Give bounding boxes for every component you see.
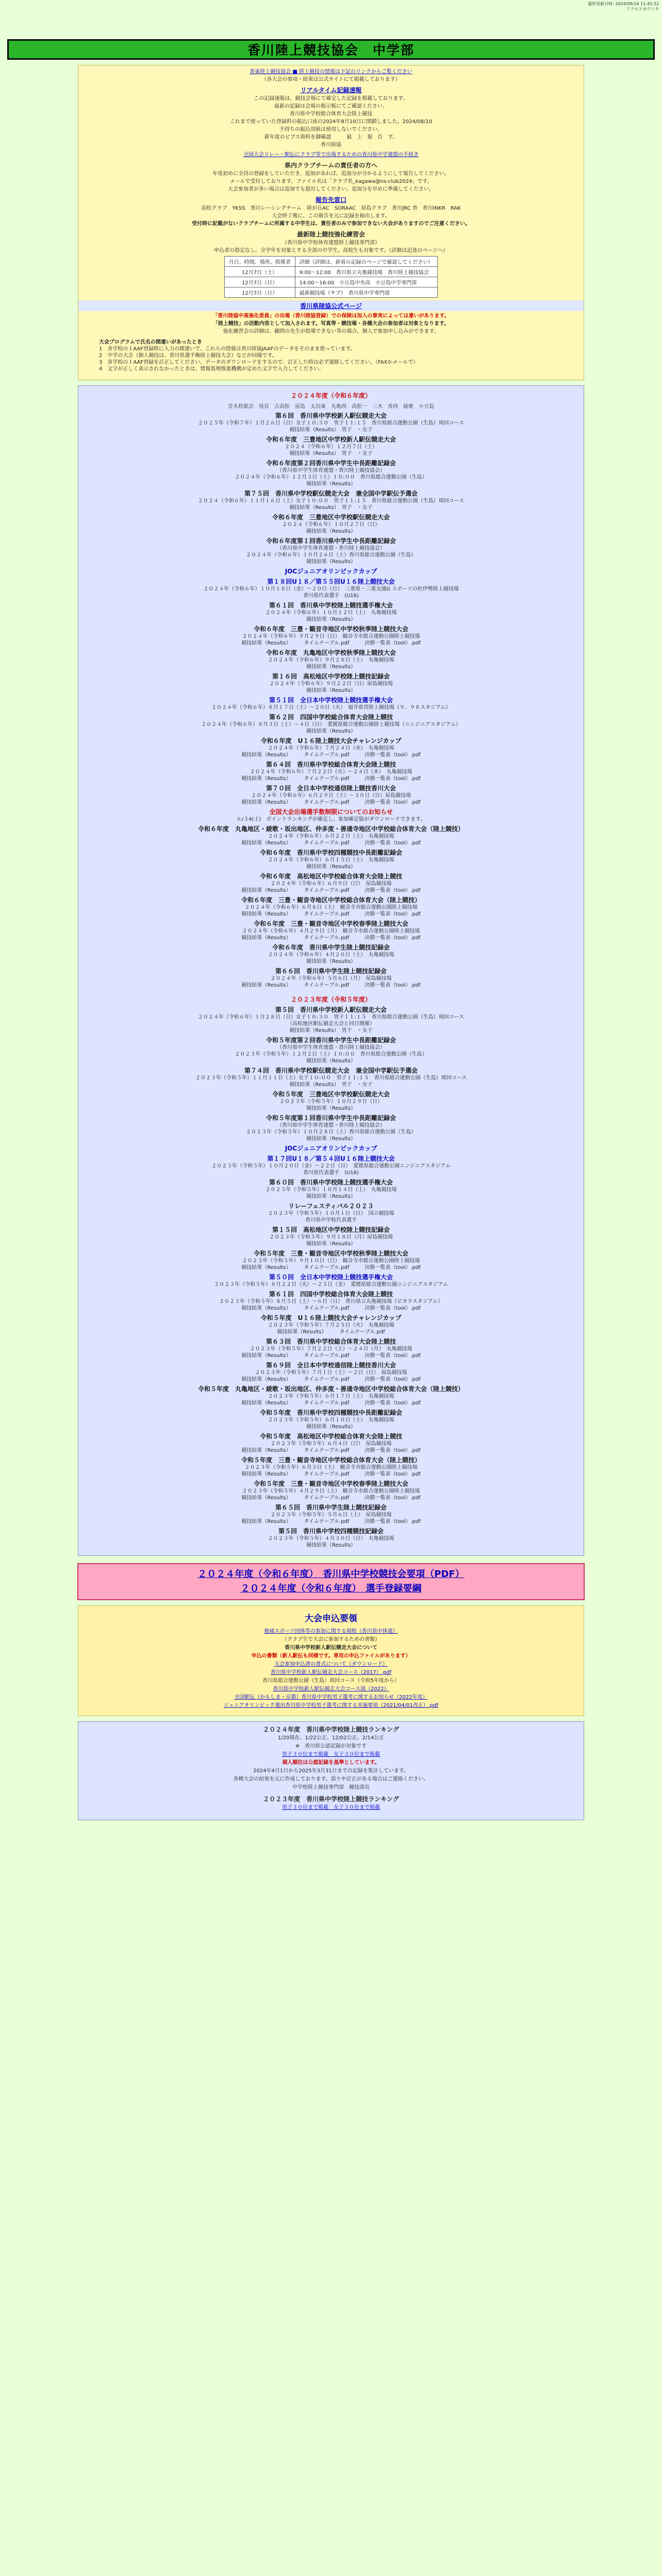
event-item [78,1274,584,1288]
event-detail: ２０２３年（令和５年）７月２５日（火） 丸亀競技場 [268,1323,394,1328]
event-title: 第６回 香川県中学校新人駅伝競走大会 [275,412,387,419]
event-title[interactable]: JOCジュニアオリンピックカップ [285,568,377,575]
event-title: 第６６回 香川県中学生陸上競技記録会 [275,968,387,975]
ranking-link[interactable]: 男子３０位まで掲載 女子３０位まで掲載 [282,1752,380,1757]
school-list: 青木枚総会 役員 古高松 屋島 太田東 丸亀西 高松一 三木 香西 綾歌 小豆島 [228,404,434,410]
events-2023 [78,1006,584,1549]
event-title: リレーフェスティバル２０２３ [288,1202,374,1210]
event-item [78,1037,584,1064]
entry-link[interactable]: 香川県中学校新人駅伝競走大会コース図（2022） [273,1686,389,1692]
event-detail: 競技結果（Results） タイムテーブル.pdf 決勝一覧表（tool）.pdf [241,1519,421,1524]
event-detail: ６/３4(土) ポイントランキングが確定し、参加確定版がダウンロードできます。 [236,817,426,822]
event-detail: 競技結果（Results） [306,529,356,534]
entry-link[interactable]: 地域スポーツ団体等の参加に関する規程（香川県中体連） [264,1629,398,1634]
page-title-text: 香川陸上競技協会 中学部 [247,43,415,58]
event-item [78,460,584,487]
clubs-title: 県内クラブチームの責任者の方へ [284,162,377,169]
event-title: 令和６年度 三豊・観音寺地区中学校総合体育大会（陸上競技） [241,896,421,904]
pdf-link-rules[interactable]: ２０２４年度（令和６年度） 香川県中学校競技会要項（PDF） [197,1569,465,1580]
realtime-link[interactable]: リアルタイム記録速報 [300,87,362,94]
event-detail: 競技結果（Results） タイムテーブル.pdf 決勝一覧表（tool）.pdf [241,1495,421,1501]
event-detail: ２０２３年（令和５年）４月３０日（日） 丸亀競技場 [268,1536,394,1541]
name-notes: 大会プログラムで氏名の間違いがあったとき 1 各学校の１AAF登録時に入力の間違いで、これらの情報は香川陸協JAAFのデータをそのまま使っています。 2 中学の大会（個人競技は、香川県選手権陸上競技大会）などが同様です。 3 各学校の１AAF登録を訂正してください。データのダウンロードをするので、訂正した時は必ず連絡してください。（FAXかメールで） 4 文字が正しく表示されなかったときは、情報処理推進機構が定めた文字で入力してください。 [99,340,419,372]
event-item [78,1179,584,1200]
event-item [78,761,584,782]
event-item [78,649,584,670]
event-item [78,1314,584,1335]
event-detail: 香川県代表選手 (U16) [303,593,359,599]
event-detail: ２０２３年（令和５年）６月１７日（土） 丸亀競技場 [268,1394,394,1399]
event-detail: 競技結果（Results） 男子 ・女子 [289,1028,373,1033]
event-title: 令和５年度 高松地区中学校総合体育大会陸上競技 [259,1433,402,1440]
event-detail: 競技結果（Results） 男子 ・女子 [289,1082,373,1088]
event-detail: （香川県中学生体育連盟・香川陸上競技協会） [277,1123,385,1128]
event-detail: 競技結果（Results） 男子 ・女子 [289,427,373,433]
event-item [78,1067,584,1088]
ranking-title-2023: ２０２３年度 香川県中学校陸上競技ランキング [263,1795,399,1803]
event-detail: ２０２３年（令和５年）１２月２日（土）１０:００ 香川県総合運動公園（生島） [235,1052,427,1057]
event-title: 令和６年度第１回香川県中学生中長距離記録会 [266,537,396,545]
event-item [78,514,584,535]
event-title: 令和６年度 香川県中学生陸上競技記録会 [272,944,390,951]
event-detail: 香川県中学校代表選手 [305,1217,357,1223]
event-detail: 競技結果（Results） [306,559,356,565]
event-detail: ２０２４年（令和６年）１０月１８日（金）～２０日（日） 三重県・三重交通G スポーツの杜伊勢陸上競技場 [203,586,459,592]
event-detail: ２０２３年（令和５年）１１月１１日（土）女子１０:００ 男子１１:１５ 香川県総合運動公園（生島）周回コース [195,1075,467,1081]
event-detail: ２０２３年（令和５年）９月１０日（日） 観音寺市総合運動公園陸上競技場 [242,1258,420,1264]
event-item [78,537,584,565]
event-item [78,436,584,457]
event-detail: ２０２４年（令和６年）９月２２日（日）屋島競技場 [269,681,393,687]
event-title: 令和５年度 三豊・観音寺地区中学校秋季陸上競技大会 [253,1250,408,1257]
ranking-line: 1/20現在、1/22公正、12/02公正、2/14公正 [277,1735,385,1741]
event-detail: ２０２４年（令和６年）９月２９日（日） 観音寺市総合運動公園陸上競技場 [242,634,420,639]
event-item [78,1504,584,1525]
event-item [78,808,584,823]
event-title: 第７４回 香川県中学校駅伝競走大会 兼全国中学駅伝予選会 [244,1067,418,1074]
entry-link[interactable]: 大会参加申込書の書式について（ダウンロード） [274,1662,388,1667]
event-detail: 競技結果（Results） [306,1136,356,1142]
event-item [78,602,584,623]
after-line: 受付時に記載がないクラブチームに所属する中学生は、責任者のみで参加できない大会がありますのでご注意ください。 [192,221,470,227]
event-title: 令和６年度 三豊・観音寺地区中学校秋季陸上競技大会 [253,625,408,633]
event-detail: 競技結果（Results） [306,617,356,622]
event-detail: （高松地区駅伝競走大会と同日開催） [287,1021,375,1027]
entry-line: 香川県中学校新人駅伝競走大会について [285,1645,377,1651]
event-title: 令和５年度 U１６陸上競技大会チャレンジカップ [260,1314,402,1321]
event-detail: 競技結果（Results） タイムテーブル.pdf 決勝一覧表（tool）.pdf [241,800,421,805]
event-item [78,697,584,711]
event-detail: 競技結果（Results） [306,481,356,487]
event-title: 第６９回 全日本中学校通信陸上競技香川大会 [266,1362,396,1369]
event-detail: 競技結果（Results） [306,1106,356,1111]
event-detail: 競技結果（Results） タイムテーブル.pdf 決勝一覧表（tool）.pdf [241,752,421,758]
event-detail: （香川県中学生体育連盟・香川陸上競技協会） [277,468,385,473]
entry-link[interactable]: ジュニアオリンピック選出香川県中学校男子選考に関する実施要項（2021/04/01改正）.pdf [223,1703,439,1708]
event-detail: ２０２４年（令和６年）７月２２日（火）～２４日（水） 丸亀競技場 [250,769,412,775]
event-item [78,944,584,965]
event-detail: ２０２４年（令和６年）１０月２６日（土）香川県総合運動公園（生島） [246,552,416,558]
event-detail: ２０２４年（令和６年）６月９日（日） 屋島競技場 [270,881,392,887]
realtime-line: 香川県中学校総合体育大会陸上競技 [290,111,372,117]
report-line: 「陸上競技」の活動内容として加入されます。写真等・競技場・各種大会の参加者は対象となります。 [212,321,450,327]
event-detail: 競技結果（Results） タイムテーブル.pdf 決勝一覧表（tool）.pdf [241,1448,421,1453]
event-detail: ２０２３年（令和５年）１０月２８日（土）香川県総合運動公園（生島） [246,1129,416,1135]
event-detail: 競技結果（Results） タイムテーブル.pdf 決勝一覧表（tool）.pdf [241,911,421,917]
clubs-line: 年度初めに全員の登録をしていただき、追加があれば、追加分が分かるようにして報告してください。 [212,171,450,177]
event-title: 第６３回 香川県中学校総合体育大会陸上競技 [266,1338,396,1345]
event-title: 全国大会出場選手数制限についてのお知らせ [269,808,393,816]
contact-link[interactable]: 報告先窓口 [315,196,346,204]
clubs-line: メールで受付しております。ファイル名は「クラブ名_kagawa@ns-club2024」です。 [229,179,433,184]
event-item [78,714,584,735]
event-detail: 競技結果（Results） タイムテーブル.pdf 決勝一覧表（tool）.pdf [241,982,421,988]
event-detail: ２０２３年（令和５年）７月２２日（土）～２４日（月） 丸亀競技場 [250,1346,412,1352]
event-detail: 競技結果（Results） [306,1543,356,1548]
event-detail: ２０２４年（令和６年）１月２８日（日）女子１０:３０ 男子１１:１５ 香川県総合運動公園（生島）周回コース [197,1014,465,1020]
event-detail: ２０２４年（令和６年）６月２２日（土） 丸亀競技場 [268,834,394,839]
event-detail: 競技結果（Results） 男子 ・女子 [289,451,373,456]
event-detail: ２０２３年（令和５年）１０月１４日（土） 丸亀競技場 [265,1187,397,1193]
entry-link[interactable]: 全国駅伝（かもしま・京都）香川県中学校男子選考に関するお知らせ（2022年度） [234,1694,428,1700]
event-item [78,1409,584,1430]
event-title: 令和６年度 三豊地区中学校新人駅伝競走大会 [266,436,396,443]
entry-link[interactable]: 香川県中学校新人駅伝競走大会コース（2017）.pdf [270,1670,392,1675]
access-counter: アクセスカウンタ [626,7,659,11]
event-detail: ２０２４（令和６年）１１月１６日（土）女子１０:００ 男子１１:１５ 香川県総合運動公園（生島）周回コース [197,498,465,504]
ranking-line: ※ 香川県公認記録が対象です [295,1743,367,1749]
relay-link[interactable]: 全国大会リレー・駅伝にクラブ等で出場するための香川県中学連盟の手続き [243,152,419,158]
event-item [78,578,584,599]
event-item [78,1362,584,1383]
event-item [78,968,584,989]
event-item [78,1145,584,1153]
event-item [78,490,584,511]
event-title: 令和６年度 三豊・観音寺地区中学校春季陸上競技大会 [253,920,408,927]
table-row: 月日、時間、場所、指導者 詳細（詳細は、新着の記録のページで確認してください） [224,257,438,267]
event-detail: 競技結果（Results） 男子 ・女子 [289,505,373,511]
ranking-line: 中学校陸上競技専門部 競技部長 [292,1785,370,1790]
event-detail: 競技結果（Results） タイムテーブル.pdf 決勝一覧表（tool）.pdf [241,1400,421,1406]
pdf-link-registration[interactable]: ２０２４年度（令和６年度） 選手登録要綱 [240,1583,422,1594]
event-detail: 競技結果（Results） タイムテーブル.pdf 決勝一覧表（tool）.pdf [241,1377,421,1382]
event-detail: （香川県中学生体育連盟・香川陸上競技協会） [277,546,385,551]
event-detail: 競技結果（Results） タイムテーブル.pdf [277,1329,385,1335]
notice-line-2: （各大会の要項・結果は公式サイトにて掲載しております） [261,77,401,82]
event-item [78,825,584,846]
ranking-link[interactable]: 男子３０位まで掲載 女子３０位まで掲載 [282,1805,380,1810]
entry-line: （クラブ生で大会に参加するための書類） [282,1637,380,1642]
event-detail: ２０２３年（令和５年）６月１０日（土） 丸亀競技場 [268,1417,394,1423]
event-title: 令和６年度 高松地区中学校総合体育大会陸上競技 [259,873,402,880]
event-title: 第７０回 全日本中学校通信陸上競技香川大会 [266,785,396,792]
event-detail: 競技結果（Results） タイムテーブル.pdf 決勝一覧表（tool）.pdf [241,1306,421,1311]
event-detail: 競技結果（Results） タイムテーブル.pdf 決勝一覧表（tool）.pdf [241,935,421,941]
event-item [78,785,584,806]
event-detail: ２０２３年（令和５年）４月２９日（土） 観音寺市総合運動公園陸上競技場 [242,1488,420,1494]
event-detail: 競技結果（Results） タイムテーブル.pdf 決勝一覧表（tool）.pdf [241,1471,421,1477]
event-detail: ２０２４年（令和６年）８月１７日（土）～２０日（火） 福井県営陸上競技場（９．９８スタジアム） [211,705,451,710]
event-detail: ２０２４年（令和６年）８月３日（土）～４日（日） 愛媛県総合運動公園陸上競技場（ニンジニアスタジアム） [201,722,461,727]
event-title: 第５回 香川県中学校新人駅伝競走大会 [275,1006,387,1013]
event-detail: ２０２４年（令和６年）１２月３日（土）１０:００ 香川県総合運動公園（生島） [235,474,427,480]
ranking-title: ２０２４年度 香川県中学校陸上競技ランキング [263,1726,399,1733]
realtime-line: この記録速報は、競技会場にて確定した記録を掲載しております。 [254,96,408,101]
event-detail: 競技結果（Results） [306,1241,356,1247]
event-detail: 競技結果（Results） [306,728,356,734]
event-detail: 競技結果（Results） タイムテーブル.pdf 決勝一覧表（tool）.pdf [241,1353,421,1359]
event-detail: 競技結果（Results） タイムテーブル.pdf 決勝一覧表（tool）.pdf [241,776,421,782]
event-detail: ２０２３年（令和５年）６月３日（土） 観音寺市総合運動公園陸上競技場 [244,1465,418,1470]
strengthen-title: 最新陸上競技強化練習会 [296,231,365,238]
year-heading-2024: ２０２４年度（令和６年度） [290,392,371,399]
realtime-line: 手持ちの振込用紙は使用しないでください。 [279,127,383,132]
event-detail: ２０２３年（令和５年）８月２２日（火）～２５日（金） 愛媛県総合運動公園ニンジニアスタジアム [214,1282,448,1287]
event-detail: ２０２４年（令和６年）７月２４日（水） 丸亀競技場 [268,745,394,751]
event-item [78,412,584,433]
event-item [78,896,584,918]
event-title[interactable]: 第１７回U１８／第５４回U１６陸上競技大会 [267,1155,395,1162]
pdf-banner [77,1563,585,1600]
event-title[interactable]: 第１８回U１８／第５５回U１６陸上競技大会 [267,578,395,585]
top-info [588,2,659,12]
year-heading-2023: ２０２３年度（令和５年度） [290,996,371,1003]
event-detail: ２０２４年（令和６年）５月６日（月） 屋島競技場 [270,976,392,981]
event-title: 令和６年度 香川県中学校四種競技中長距離記録会 [259,849,402,856]
event-detail: 競技結果（Results） タイムテーブル.pdf 決勝一覧表（tool）.pdf [241,1265,421,1270]
event-detail: ２０２４年（令和６年）４月２９日（月） 観音寺市総合運動公園陸上競技場 [242,928,420,934]
event-title: 令和５年度第１回香川県中学生中長距離記録会 [266,1114,396,1122]
event-detail: 競技結果（Results） [306,1194,356,1199]
notice-panel [78,65,584,380]
event-item [78,1433,584,1454]
realtime-line: 香川陸協 [321,142,341,148]
event-item [78,1202,584,1224]
event-detail: ２０２３年（令和５年）６月４日（日） 屋島競技場 [270,1441,392,1447]
entry-panel [78,1605,584,1716]
event-detail: 競技結果（Results） タイムテーブル.pdf 決勝一覧表（tool）.pdf [241,640,421,646]
ranking-line: 個人順位は公認記録を基準としています。 [282,1760,380,1766]
event-item [78,1338,584,1359]
event-title: 第１６回 高松地区中学校陸上競技記録会 [272,673,390,680]
event-item [78,849,584,870]
event-detail: ２０２４年（令和６年）６月１５日（土） 丸亀競技場 [268,857,394,863]
event-detail: 競技結果（Results） タイムテーブル.pdf 決勝一覧表（tool）.pdf [241,840,421,846]
event-title: 令和５年度 三豊・観音寺地区中学校総合体育大会（陸上競技） [241,1456,421,1464]
event-title: 第１５回 高松地区中学校陸上競技記録会 [272,1226,390,1233]
event-title[interactable]: 第５０回 全日本中学校陸上競技選手権大会 [269,1274,393,1281]
event-item [78,1006,584,1034]
event-title: 第５回 香川県中学校四種競技記録会 [278,1528,384,1535]
event-title[interactable]: 第５１回 全日本中学校陸上競技選手権大会 [269,697,393,704]
event-detail: 競技結果（Results） [306,688,356,693]
event-title: 令和５年度 香川県中学校四種競技中長距離記録会 [259,1409,402,1416]
event-detail: ２０２５年（令和７年）１月２６日（日）女子１０:３０ 男子１１:１５ 香川県総合運動公園（生島）周回コース [197,420,465,426]
table-row: 12月7日（土） 9:00～12:00 香川県立丸亀競技場 香川陸上競技協会 [224,267,438,277]
event-detail: ２０２３年（令和５年）７月１日（土）～２日（日） 屋島競技場 [255,1370,407,1376]
event-item [78,1385,584,1406]
event-title: 令和６年度第２回香川県中学生中長距離記録会 [266,460,396,467]
strengthen-note: 申込者の指定なし。全学年を対象とする全部の中学生。高校生も対象です。（詳細は記述のページへ） [214,248,448,253]
report-line: 「香川陸協中高強化委員」の出場（香川陸協登録）での保険は加入の事実によっては違いがあります。 [212,313,450,319]
page-title [7,39,655,60]
event-title: 第６１回 四国中学校総合体育大会陸上競技 [269,1291,393,1298]
report-link[interactable]: 香川県陸協公式ページ [300,302,362,310]
event-detail: 競技結果（Results） [306,864,356,870]
clubs-line: 大会参加者が多い場合は追加でも提出してください。追加分を早めに準備してください。 [228,187,434,192]
ranking-line: 各種大会の結果を元に作成しております。誤りや訂正がある場合はご連絡ください。 [233,1776,429,1782]
event-item [78,1456,584,1478]
event-title: 令和５年度 三豊地区中学校駅伝競走大会 [272,1091,390,1098]
event-title: 第６１回 香川県中学校陸上競技選手権大会 [269,602,393,609]
event-title: 令和６年度 丸亀地区中学校秋季陸上競技大会 [266,649,396,656]
event-item [78,1155,584,1176]
event-item [78,1528,584,1549]
event-item [78,1291,584,1312]
strengthen-table [224,256,438,298]
event-title: 令和６年度 丸亀地区・綾歌・坂出地区、仲多度・善通寺地区中学校総合体育大会（陸上競技） [197,825,464,833]
realtime-line: 新年度のビブス資料を御確認 最 上 報 告 す。 [264,134,398,140]
clubs-members: 高松クラブ YKSS 香川レーシングチーム 陸が丘AC SORAAC 屋島クラブ 香川JRC 香 香川INKR RAK [201,206,461,211]
last-updated: 最終更新日時: 2024/09/24 11:45:32 [588,2,659,6]
event-item [78,920,584,941]
event-detail: 香川県代表選手 (U16) [303,1170,359,1176]
events-2024 [78,412,584,989]
event-title: 令和５年度第２回香川県中学生中長距離記録会 [266,1037,396,1044]
event-item [78,1226,584,1247]
event-detail: ２０２３年（令和５年）１０月１日（日） 国立競技場 [268,1211,394,1216]
event-detail: ２０２４（令和６年）１２月７日（土） [285,444,377,450]
notice-link-1[interactable]: 香東陸上競技協会 ■ 陸上競技の情報は下記のリンクからご覧ください [250,69,412,75]
event-title: 令和６年度 U１６陸上競技大会チャレンジカップ [260,737,402,744]
event-detail: ２０２４年（令和６年）６月２９日（土）～３０日（日）屋島競技場 [251,793,411,799]
event-title: 第６２回 四国中学校総合体育大会陸上競技 [269,714,393,721]
entry-line: 香川県総合運動公園（生島）周回コース（令和5年度から） [262,1678,400,1684]
report-line: 強化練習会の詳細は、顧問の先生が指導できない等の場合、個人で参加申し込みができます。 [223,329,439,334]
strengthen-sub: （香川県中学校体育連盟陸上競技専門部） [282,240,380,246]
event-detail: 競技結果（Results） [306,664,356,670]
event-item [78,1250,584,1271]
realtime-line: 最新の記録は会場の掲示板にてご確認ください。 [274,104,388,109]
event-item [78,625,584,647]
event-title: 第６５回 香川県中学生陸上競技記録会 [275,1504,387,1511]
event-detail: ２０２３年（令和５年）９月１８日（月）屋島競技場 [269,1234,393,1240]
event-title: 令和５年度 丸亀地区・綾歌・坂出地区、仲多度・善通寺地区中学校総合体育大会（陸上競技） [197,1385,464,1393]
event-detail: 競技結果（Results） [306,959,356,964]
event-detail: （香川県中学生体育連盟・香川陸上競技協会） [277,1045,385,1050]
event-item [78,737,584,758]
ranking-panel [78,1721,584,1820]
event-detail: 競技結果（Results） タイムテーブル.pdf 決勝一覧表（tool）.pdf [241,888,421,893]
event-detail: ２０２４年（令和６年）４月２０日（土） 丸亀競技場 [268,952,394,958]
event-detail: ２０２３年（令和５年）５月６日（土） 屋島競技場 [270,1512,392,1518]
ranking-line: 2024年4月1日から2025年3月31日までの記録を集計しています。 [253,1768,409,1774]
event-item [78,1091,584,1112]
event-title: 令和５年度 三豊・観音寺地区中学校春季陸上競技大会 [253,1480,408,1487]
event-item [78,873,584,894]
event-item [78,1114,584,1142]
after-line: 大会終了後に、この報告を元に記録を抽出します。 [272,213,390,219]
realtime-line: これまで使っていた登録料の振込口座の2024年8月10日に閉鎖しました。2024/08/10 [229,119,433,125]
event-detail: 競技結果（Results） [306,1058,356,1064]
event-item [78,568,584,575]
entry-line: 申込の書類（新人駅伝も同様です。専用の申込ファイルがあります） [251,1653,411,1659]
event-detail: ２０２４年（令和６年）９月２８日（土） 丸亀競技場 [268,657,394,663]
entry-title: 大会申込要領 [305,1614,357,1624]
table-row: 12月7日（日） 14:00～16:00 小豆島中央高 小豆島中学専門部 [224,277,438,287]
event-detail: ２０２３年（令和５年）１０月２９日（日） [279,1099,383,1105]
event-detail: ２０２４（令和６年）１０月２７日（日） [282,522,380,528]
event-item [78,673,584,694]
event-detail: ２０２４年（令和６年）６月８日（土） 観音寺市総合運動公園陸上競技場 [244,905,418,910]
event-title: 令和６年度 三豊地区中学校駅伝競走大会 [272,514,390,521]
event-title[interactable]: JOCジュニアオリンピックカップ [285,1145,377,1152]
table-row: 12月7日（日） 最新競技場（サブ） 香川県中学専門部 [224,287,438,298]
event-detail: ２０２３年（令和５年）８月５日（土）～６日（日） 香川県立丸亀競技場（ピカラスタジアム） [219,1299,443,1304]
event-detail: 競技結果（Results） [306,1424,356,1430]
event-detail: ２０２４年（令和６年）１０月１２日（土） 丸亀競技場 [265,610,397,616]
event-title: 第７５回 香川県中学校駅伝競走大会 兼全国中学駅伝予選会 [244,490,418,497]
event-detail: ２０２３年（令和５年）１０月２０日（金）～２２日（日） 愛媛県総合運動公園ニンジニアスタジアム [211,1163,451,1169]
results-list [78,385,584,1556]
event-title: 第６０回 香川県中学校陸上競技選手権大会 [269,1179,393,1186]
event-title: 第６４回 香川県中学校総合体育大会陸上競技 [266,761,396,768]
event-item [78,1480,584,1501]
